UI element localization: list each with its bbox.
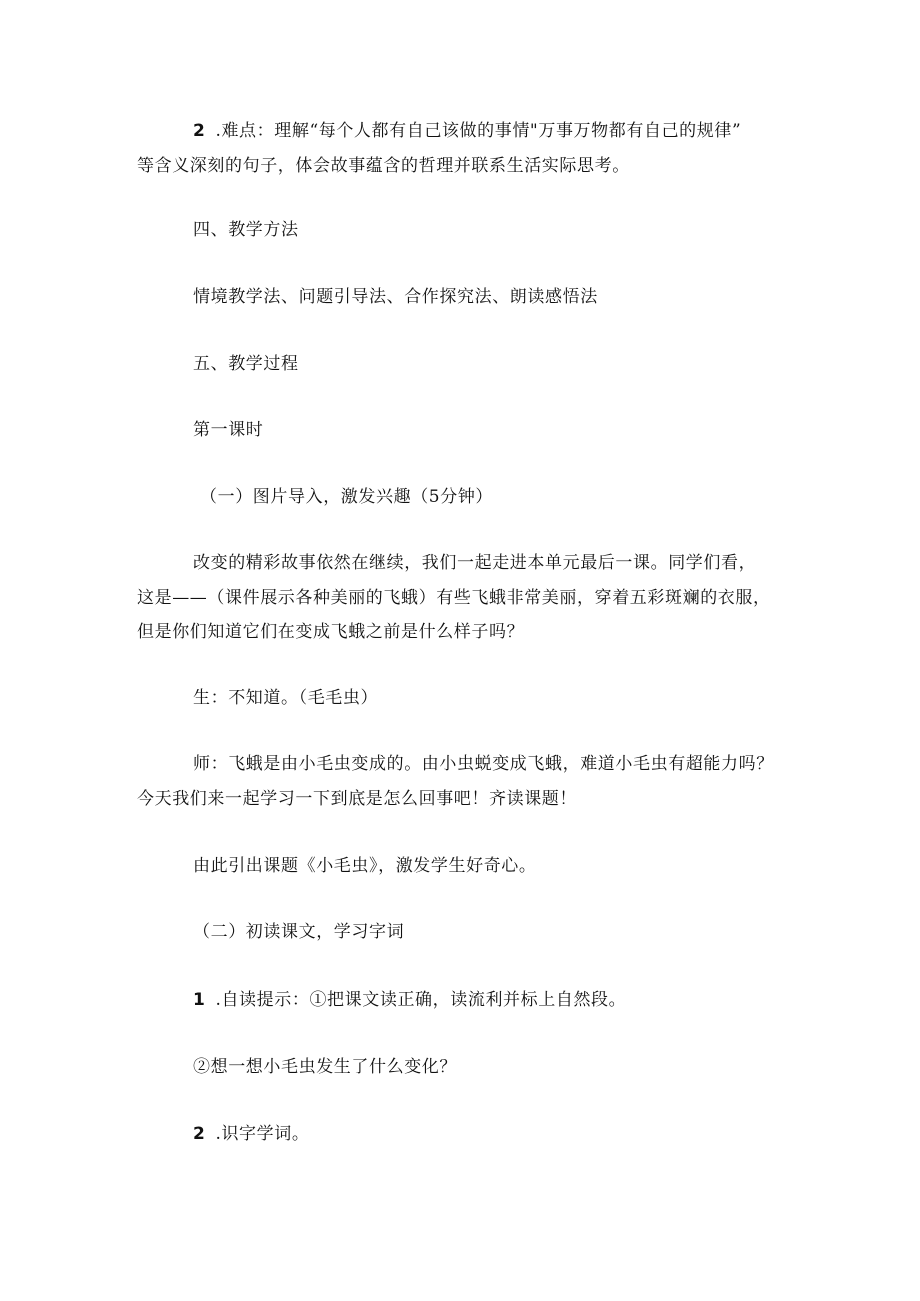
section-4-heading: 四、教学方法 [193, 220, 299, 240]
difficulty-line-2: 等含义深刻的句子，体会故事蕴含的哲理并联系生活实际思考。 [137, 156, 630, 176]
teacher-line-1: 师：飞蛾是由小毛虫变成的。由小虫蜕变成飞蛾，难道小毛虫有超能力吗？ [193, 754, 774, 774]
difficulty-text: .难点：理解“每个人都有自己该做的事情"万事万物都有自己的规律” [215, 121, 742, 141]
difficulty-number: 2 [193, 121, 206, 141]
step-1-number: 1 [193, 990, 206, 1010]
step-1 [193, 990, 626, 1010]
part-2-heading: （二）初读课文，学习字词 [193, 922, 405, 942]
student-reply: 生：不知道。（毛毛虫） [193, 688, 379, 708]
step-1-text: .自读提示：①把课文读正确，读流利并标上自然段。 [215, 990, 627, 1010]
intro-line-3: 但是你们知道它们在变成飞蛾之前是什么样子吗？ [137, 622, 525, 642]
part-1-heading: （一）图片导入，激发兴趣（5分钟） [200, 487, 494, 507]
teacher-line-2: 今天我们来一起学习一下到底是怎么回事吧！齐读课题！ [137, 789, 577, 809]
intro-line-2: 这是——（课件展示各种美丽的飞蛾）有些飞蛾非常美丽，穿着五彩斑斓的衣服， [137, 588, 771, 608]
step-2 [193, 1124, 309, 1144]
lead-in: 由此引出课题《小毛虫》，激发学生好奇心。 [193, 856, 537, 876]
section-5-heading: 五、教学过程 [193, 354, 299, 374]
intro-line-1: 改变的精彩故事依然在继续，我们一起走进本单元最后一课。同学们看， [193, 553, 757, 573]
step-2-text: .识字学词。 [215, 1124, 310, 1144]
difficulty-line-1 [193, 121, 741, 141]
lesson-heading: 第一课时 [193, 420, 264, 440]
step-2-number: 2 [193, 1124, 206, 1144]
teaching-methods: 情境教学法、问题引导法、合作探究法、朗读感悟法 [193, 287, 598, 307]
step-1-sub: ②想一想小毛虫发生了什么变化？ [193, 1057, 457, 1077]
